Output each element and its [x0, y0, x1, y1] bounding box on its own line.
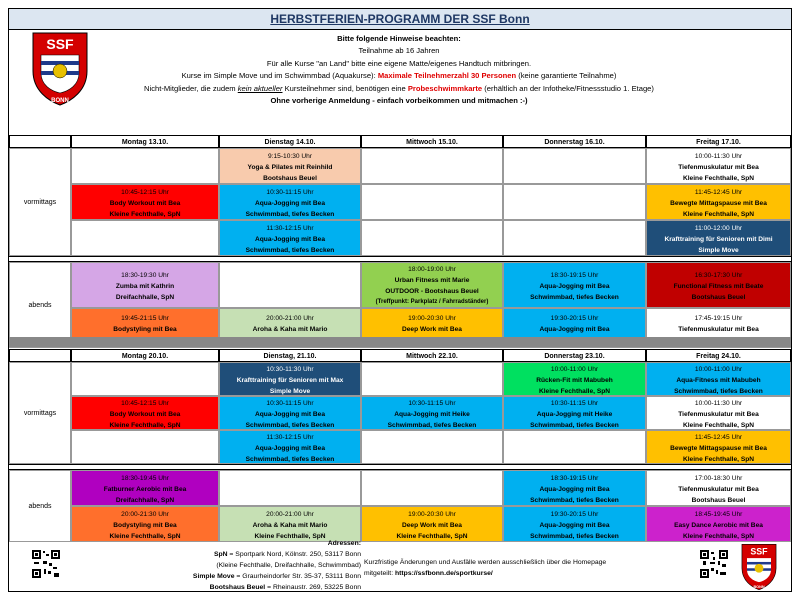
event-time: 18:00-19:00 Uhr: [408, 266, 456, 273]
qr-code-right: [699, 549, 729, 579]
empty-slot: [503, 430, 646, 464]
event-title: Aqua-Jogging mit Bea: [539, 485, 610, 493]
notes-line4: Kurse im Simple Move und im Schwimmbad (Aquakurse): Maximale Teilnehmerzahl 30 Personen (keine garantierte Teilnahme): [181, 71, 617, 81]
event-cell-w2-tue-e2[interactable]: [219, 506, 361, 542]
event-title: Body Workout mit Bea: [109, 410, 181, 418]
day-header: Freitag 17.10.: [646, 135, 791, 148]
empty-slot: [361, 362, 503, 396]
event-time: 17:45-19:15 Uhr: [694, 314, 743, 322]
empty-slot: [219, 262, 361, 308]
event-time: 18:30-19:15 Uhr: [550, 474, 599, 482]
event-title: Body Workout mit Bea: [109, 199, 181, 207]
event-title: Krafttraining für Senioren mit Dimi: [664, 235, 773, 243]
event-cell-w1-thu-e1[interactable]: [503, 262, 646, 308]
day-header: Mittwoch 15.10.: [361, 135, 503, 148]
empty-slot: [361, 470, 503, 506]
event-time: 20:00-21:00 Uhr: [266, 314, 314, 322]
event-cell-w1-fri-3[interactable]: [646, 220, 791, 256]
ssf-logo-small: [739, 543, 779, 591]
event-title: Deep Work mit Bea: [402, 521, 462, 529]
event-title: Krafttraining für Senioren mit Max: [236, 376, 344, 384]
event-time: 10:45-12:15 Uhr: [121, 399, 169, 407]
day-header: Montag 13.10.: [71, 135, 219, 148]
event-location: Schwimmbad, tiefes Becken: [387, 421, 477, 429]
event-cell-w2-thu-e1[interactable]: [503, 470, 646, 506]
event-time: 9:15-10:30 Uhr: [268, 152, 312, 160]
schedule-page: [8, 8, 792, 592]
event-cell-w2-wed-e2[interactable]: [361, 506, 503, 542]
event-time: 17:00-18:30 Uhr: [694, 474, 743, 482]
event-location: Schwimmbad, tiefes Becken: [245, 246, 335, 254]
event-location: Kleine Fechthalle, SpN: [254, 532, 326, 540]
event-time: 19:00-20:30 Uhr: [408, 314, 456, 322]
week-separator: [9, 337, 791, 347]
event-time: 20:00-21:30 Uhr: [121, 510, 169, 518]
event-title: Aqua-Jogging mit Heike: [394, 410, 470, 418]
address-spn-detail: (Kleine Fechthalle, Dreifachhalle, Schwimmbad): [216, 562, 361, 569]
event-cell-w1-mon-1[interactable]: [71, 184, 219, 220]
event-time: 20:00-21:00 Uhr: [266, 510, 314, 518]
event-title: Yoga & Pilates mit Reinhild: [247, 163, 333, 171]
event-location: Schwimmbad, tiefes Becken: [245, 455, 335, 463]
event-title: Aqua-Jogging mit Bea: [255, 235, 325, 243]
row-label-abends: abends: [9, 470, 71, 542]
address-simple-move: Simple Move = Graurheindorfer Str. 35-37, 53111 Bonn: [192, 573, 361, 580]
event-time: 10:00-11:00 Uhr: [550, 365, 599, 373]
empty-slot: [503, 184, 646, 220]
empty-slot: [71, 430, 219, 464]
event-cell-w2-mon-1[interactable]: [71, 396, 219, 430]
event-title: Tiefenmuskulatur mit Bea: [678, 325, 759, 333]
event-location: Schwimmbad, tiefes Becken: [530, 293, 619, 301]
logo-small-text-top: SSF: [750, 546, 768, 557]
event-cell-w2-fri-e1[interactable]: [646, 470, 791, 506]
event-time: 11:45-12:45 Uhr: [694, 188, 743, 196]
row-label-vormittags: vormittags: [9, 362, 71, 464]
event-cell-w2-tue-2[interactable]: [219, 396, 361, 430]
logo-text-bottom: BONN: [51, 98, 69, 104]
event-cell-w2-mon-e1[interactable]: [71, 470, 219, 506]
event-title: Aqua-Jogging mit Heike: [536, 410, 613, 418]
event-title: Fatburner Aerobic mit Bea: [103, 485, 187, 493]
day-header: Donnerstag 23.10.: [503, 349, 646, 362]
event-title: Aqua-Jogging mit Bea: [255, 410, 325, 418]
event-location: Schwimmbad, tiefes Becken: [530, 421, 619, 429]
notes-line6: Ohne vorherige Anmeldung - einfach vorbeikommen und mitmachen :-): [270, 96, 528, 106]
event-title: Aroha & Kaha mit Mario: [252, 325, 328, 333]
event-cell-w2-thu-e2[interactable]: [503, 506, 646, 542]
address-spn: SpN = Sportpark Nord, Kölnstr. 250, 53117 Bonn: [213, 551, 361, 558]
event-time: 19:30-20:15 Uhr: [550, 510, 599, 518]
empty-slot: [361, 430, 503, 464]
event-location: Schwimmbad, tiefes Becken: [530, 496, 619, 504]
event-time: 19:00-20:30 Uhr: [408, 510, 456, 518]
event-title: Rücken-Fit mit Mabubeh: [536, 376, 613, 384]
event-location: Kleine Fechthalle, SpN: [682, 532, 755, 540]
notes-line1: Bitte folgende Hinweise beachten:: [337, 34, 461, 43]
event-location: Kleine Fechthalle, SpN: [682, 421, 755, 429]
event-time: 11:30-12:15 Uhr: [266, 433, 314, 441]
event-title: Urban Fitness mit Marie: [394, 277, 470, 284]
event-cell-w2-tue-1[interactable]: [219, 362, 361, 396]
event-title: Aqua-Jogging mit Bea: [255, 199, 325, 207]
event-location: Simple Move: [698, 246, 739, 254]
event-title: Aqua-Jogging mit Bea: [539, 282, 610, 290]
event-cell-w1-wed-e1[interactable]: [361, 262, 503, 308]
event-time: 10:45-12:15 Uhr: [121, 188, 169, 196]
event-location: Simple Move: [269, 387, 311, 395]
event-cell-w1-fri-e1[interactable]: [646, 262, 791, 308]
addresses-block: [41, 538, 361, 593]
event-time: 10:30-11:15 Uhr: [266, 188, 314, 196]
event-location: Kleine Fechthalle, SpN: [109, 532, 181, 540]
event-cell-w1-fri-1[interactable]: [646, 148, 791, 184]
event-location: Kleine Fechthalle, SpN: [682, 455, 755, 463]
event-location: (Treffpunkt: Parkplatz / Fahrradständer): [375, 299, 489, 305]
day-header: Dienstag, 21.10.: [219, 349, 361, 362]
event-cell-w1-tue-2[interactable]: [219, 184, 361, 220]
day-header: Donnerstag 16.10.: [503, 135, 646, 148]
day-header: Dienstag 14.10.: [219, 135, 361, 148]
event-location: Schwimmbad, tiefes Becken: [530, 532, 619, 540]
empty-slot: [361, 184, 503, 220]
event-location: Schwimmbad, tiefes Becken: [245, 421, 335, 429]
event-cell-w2-fri-3[interactable]: [646, 430, 791, 464]
ssf-logo: [31, 31, 89, 107]
event-location: Dreifachhalle, SpN: [115, 496, 175, 504]
event-time: 10:30-11:15 Uhr: [408, 399, 456, 407]
notes-line3: Für alle Kurse "an Land" bitte eine eigene Matte/eigenes Handtuch mitbringen.: [266, 58, 532, 68]
event-location: Bootshaus Beuel: [263, 174, 317, 182]
footer-note-line1: Kurzfristige Änderungen und Ausfälle werden ausschließlich über die Homepage: [364, 559, 607, 566]
event-cell-w2-mon-e2[interactable]: [71, 506, 219, 542]
event-time: 18:30-19:45 Uhr: [121, 474, 169, 482]
day-header: Montag 20.10.: [71, 349, 219, 362]
event-cell-w1-mon-e1[interactable]: [71, 262, 219, 308]
event-title: Aroha & Kaha mit Mario: [252, 521, 328, 529]
event-cell-w1-tue-1[interactable]: [219, 148, 361, 184]
event-cell-w2-fri-e2[interactable]: [646, 506, 791, 542]
event-title: Bewegte Mittagspause mit Bea: [670, 444, 767, 452]
event-cell-w2-fri-1[interactable]: [646, 362, 791, 396]
event-location: Kleine Fechthalle, SpN: [109, 210, 181, 218]
event-cell-w2-thu-2[interactable]: [503, 396, 646, 430]
event-title: Bodystyling mit Bea: [113, 325, 177, 333]
empty-slot: [71, 220, 219, 256]
week-header-blank: [9, 135, 71, 148]
page-title: HERBSTFERIEN-PROGRAMM DER SSF Bonn: [9, 9, 791, 30]
empty-slot: [361, 148, 503, 184]
notes-line5: Nicht-Mitglieder, die zudem kein aktueller Kursteilnehmer sind, benötigen eine Probeschwimmkarte (erhältlich an der Infotheke/Fitnessstudio 1. Etage): [144, 83, 654, 93]
event-cell-w2-wed-1[interactable]: [361, 396, 503, 430]
event-time: 18:45-19:45 Uhr: [694, 510, 743, 518]
event-title: Easy Dance Aerobic mit Bea: [674, 521, 763, 529]
event-location: Kleine Fechthalle, SpN: [396, 532, 468, 540]
event-time: 16:30-17:30 Uhr: [694, 271, 743, 279]
event-time: 19:45-21:15 Uhr: [121, 314, 169, 322]
addresses-title: Adressen:: [327, 540, 361, 547]
empty-slot: [503, 148, 646, 184]
event-location: OUTDOOR - Bootshaus Beuel: [385, 288, 479, 295]
event-title: Functional Fitness mit Beate: [673, 282, 764, 290]
event-time: 11:00-12:00 Uhr: [694, 224, 743, 232]
event-title: Aqua-Jogging mit Bea: [255, 444, 325, 452]
event-location: Schwimmbad, tiefes Becken: [245, 210, 335, 218]
empty-slot: [71, 362, 219, 396]
event-cell-w1-tue-3[interactable]: [219, 220, 361, 256]
event-location: Schwimmbad, tiefes Becken: [674, 387, 763, 395]
notes-line2: Teilnahme ab 16 Jahren: [358, 46, 440, 56]
day-header: Mittwoch 22.10.: [361, 349, 503, 362]
week-header-blank: [9, 349, 71, 362]
event-title: Aqua-Fitness mit Mabubeh: [676, 376, 761, 384]
day-header: Freitag 24.10.: [646, 349, 791, 362]
row-label-abends: abends: [9, 262, 71, 348]
event-time: 18:30-19:15 Uhr: [550, 271, 599, 279]
event-title: Tiefenmuskulatur mit Bea: [678, 163, 759, 171]
notes-block: [109, 33, 689, 107]
empty-slot: [219, 470, 361, 506]
row-label-vormittags: vormittags: [9, 148, 71, 256]
event-time: 10:30-11:15 Uhr: [550, 399, 599, 407]
event-location: Kleine Fechthalle, SpN: [682, 174, 755, 182]
event-time: 19:30-20:15 Uhr: [550, 314, 599, 322]
event-location: Kleine Fechthalle, SpN: [538, 387, 611, 395]
event-cell-w1-fri-2[interactable]: [646, 184, 791, 220]
logo-small-text-bottom: BONN: [753, 584, 765, 589]
event-location: Dreifachhalle, SpN: [115, 293, 175, 301]
empty-slot: [361, 220, 503, 256]
event-time: 11:45-12:45 Uhr: [694, 433, 743, 441]
event-title: Tiefenmuskulatur mit Bea: [678, 485, 759, 493]
event-title: Aqua-Jogging mit Bea: [539, 521, 610, 529]
event-time: 18:30-19:30 Uhr: [121, 271, 169, 279]
event-cell-w2-tue-3[interactable]: [219, 430, 361, 464]
event-location: Bootshaus Beuel: [691, 496, 746, 504]
event-location: Kleine Fechthalle, SpN: [109, 421, 181, 429]
event-time: 10:00-11:30 Uhr: [694, 152, 743, 160]
event-cell-w2-thu-1[interactable]: [503, 362, 646, 396]
logo-text-top: SSF: [46, 36, 74, 52]
address-bootshaus: Bootshaus Beuel = Rheinaustr. 269, 53225 Bonn: [209, 584, 361, 591]
footer-note-line2: mitgeteilt: https://ssfbonn.de/sportkurse/: [364, 570, 493, 577]
event-title: Bodystyling mit Bea: [113, 521, 177, 529]
event-time: 10:00-11:30 Uhr: [694, 399, 743, 407]
event-location: Kleine Fechthalle, SpN: [682, 210, 755, 218]
empty-slot: [503, 220, 646, 256]
event-title: Tiefenmuskulatur mit Bea: [678, 410, 759, 418]
homepage-link[interactable]: https://ssfbonn.de/sportkurse/: [394, 570, 493, 577]
event-title: Bewegte Mittagspause mit Bea: [670, 199, 767, 207]
event-cell-w2-fri-2[interactable]: [646, 396, 791, 430]
event-title: Deep Work mit Bea: [402, 325, 462, 333]
event-title: Aqua-Jogging mit Bea: [539, 325, 610, 333]
empty-slot: [71, 148, 219, 184]
event-time: 11:30-12:15 Uhr: [266, 224, 314, 232]
event-time: 10:00-11:00 Uhr: [694, 365, 743, 373]
event-time: 10:30-11:30 Uhr: [266, 365, 314, 373]
event-title: Zumba mit Kathrin: [115, 282, 175, 290]
footer-note: [364, 557, 606, 579]
event-location: Bootshaus Beuel: [691, 293, 746, 301]
event-time: 10:30-11:15 Uhr: [266, 399, 314, 407]
